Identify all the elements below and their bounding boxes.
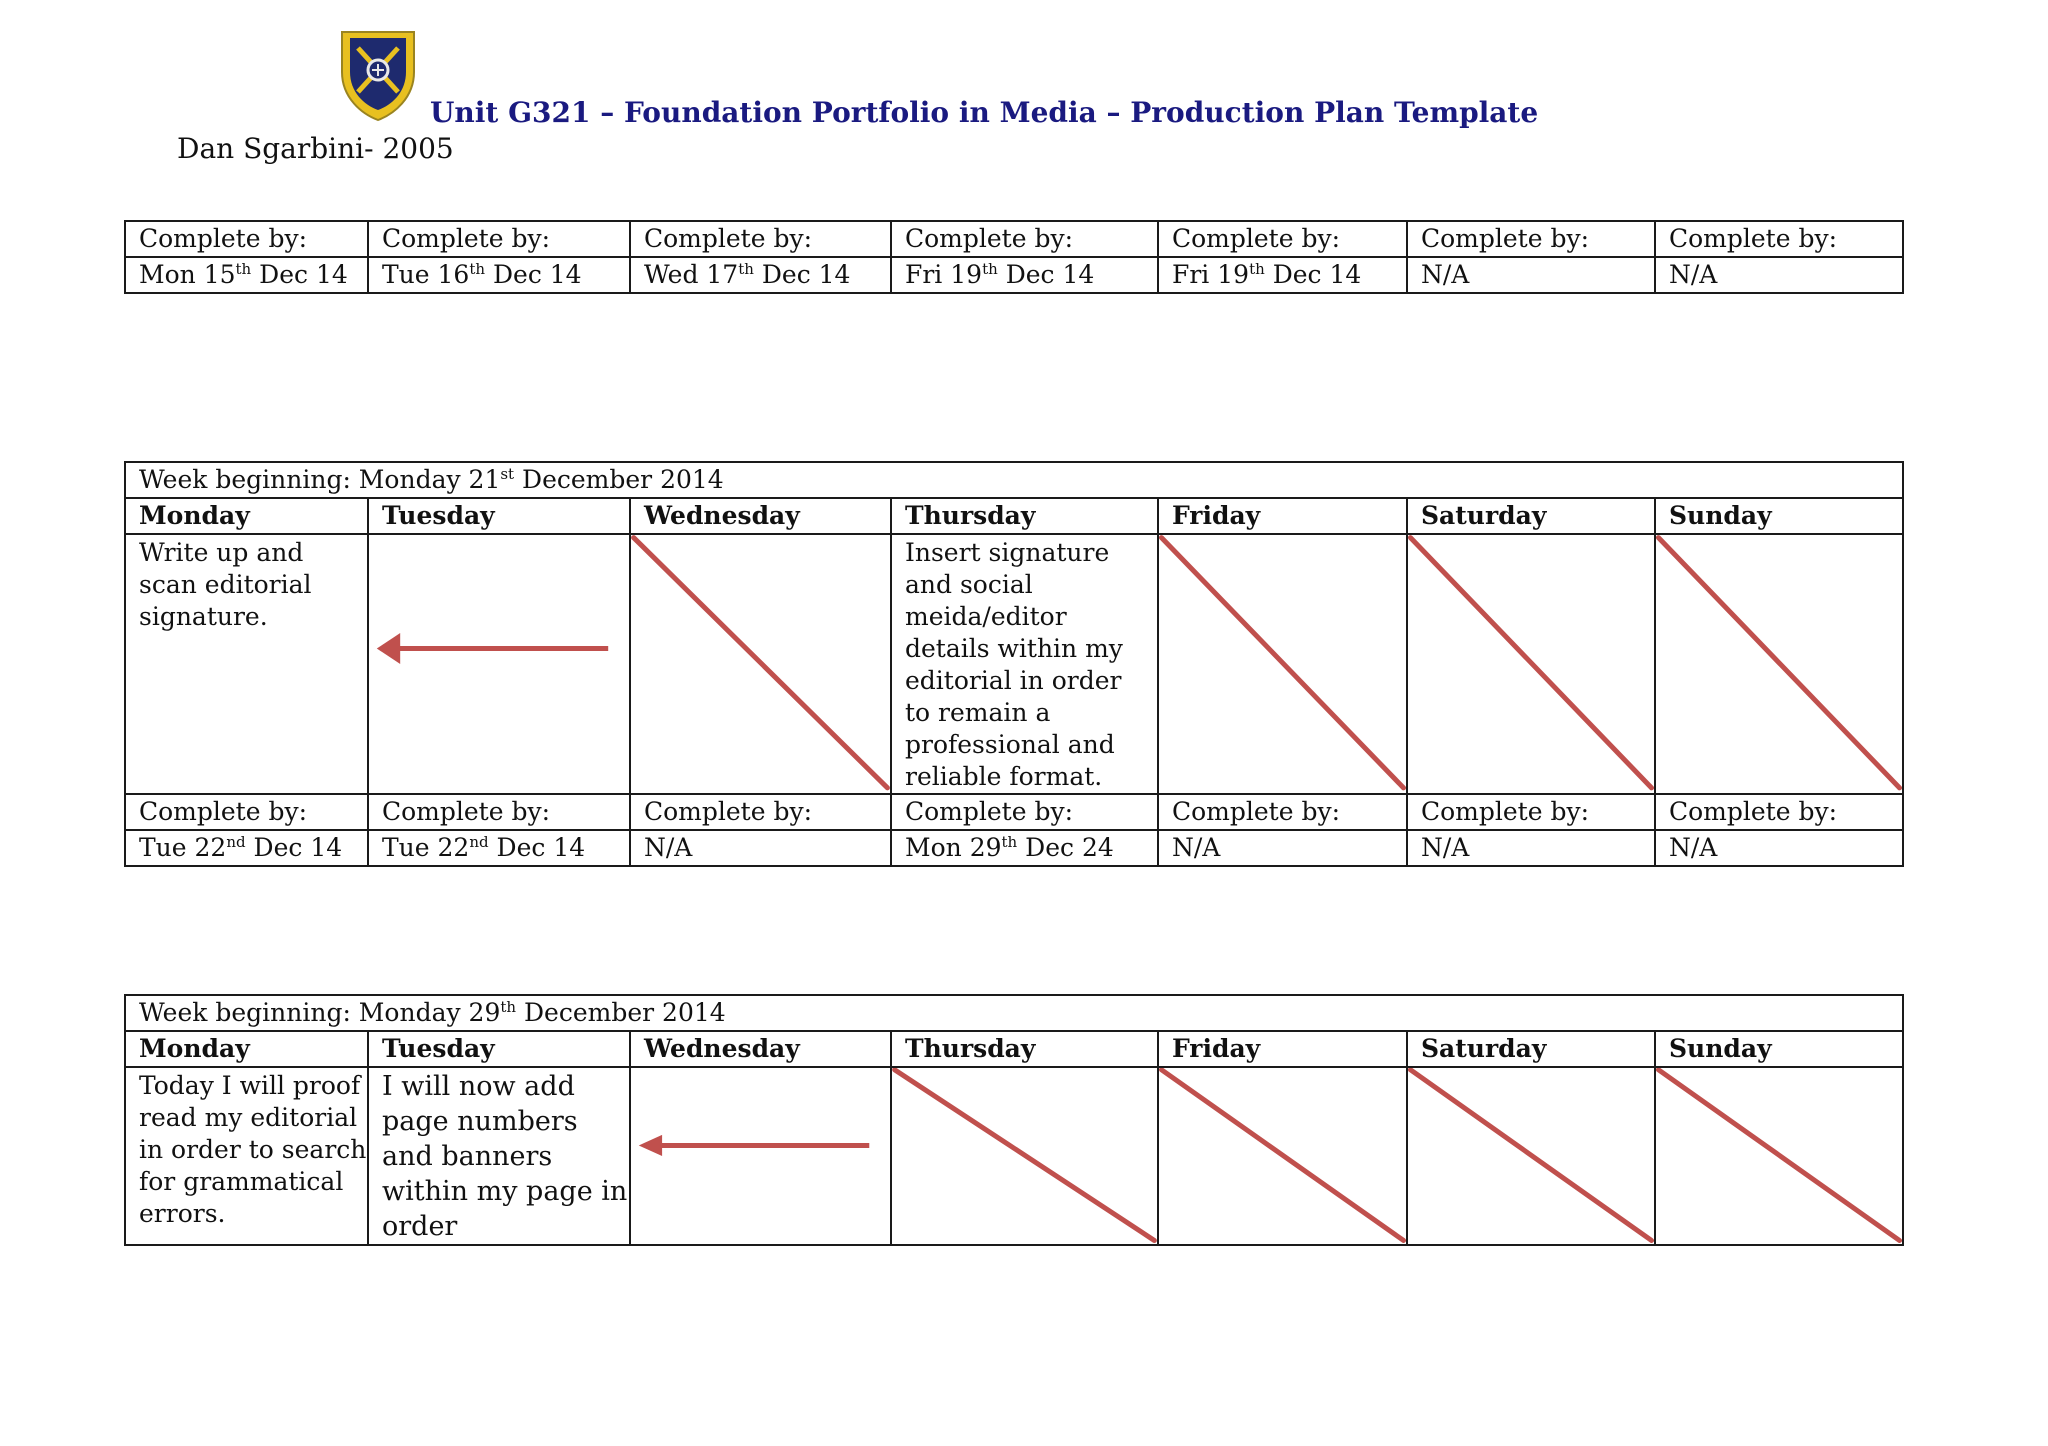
complete-by-label: Complete by: — [125, 221, 368, 257]
strike-through-mark — [1656, 1068, 1902, 1244]
task-text: Today I will proof read my editorial in order to search for grammatical errors. — [139, 1071, 367, 1228]
complete-date: N/A — [1158, 830, 1407, 866]
document-title: Unit G321 – Foundation Portfolio in Media – Production Plan Template — [430, 96, 1539, 129]
arrow-left-icon — [369, 535, 629, 793]
complete-date: Tue 16th Dec 14 — [368, 257, 630, 293]
week-heading: Week beginning: Monday 21st December 2014 — [125, 462, 1903, 498]
complete-date: N/A — [1407, 830, 1655, 866]
day-header-thursday: Thursday — [891, 498, 1158, 534]
day-header-tuesday: Tuesday — [368, 498, 630, 534]
day-header-wednesday: Wednesday — [630, 498, 891, 534]
complete-by-label: Complete by: — [630, 794, 891, 830]
complete-date: N/A — [1655, 257, 1903, 293]
strike-through-mark — [892, 1068, 1157, 1244]
complete-by-label: Complete by: — [1407, 794, 1655, 830]
week-29-december-table — [124, 994, 1904, 1246]
strike-through-mark — [1408, 1068, 1654, 1244]
complete-date: Tue 22nd Dec 14 — [125, 830, 368, 866]
complete-date: Fri 19th Dec 14 — [891, 257, 1158, 293]
complete-by-label: Complete by: — [368, 794, 630, 830]
task-cell-friday — [1158, 1067, 1407, 1245]
complete-date: Mon 29th Dec 24 — [891, 830, 1158, 866]
task-text: Insert signature and social meida/editor details within my editorial in order to remain a professional and reliable format. — [905, 538, 1123, 791]
complete-date: Tue 22nd Dec 14 — [368, 830, 630, 866]
complete-by-label: Complete by: — [891, 794, 1158, 830]
task-cell-saturday — [1407, 534, 1655, 794]
day-header-monday: Monday — [125, 1031, 368, 1067]
day-header-saturday: Saturday — [1407, 1031, 1655, 1067]
task-text: I will now add page numbers and banners within my page in order — [382, 1071, 628, 1242]
task-cell-friday — [1158, 534, 1407, 794]
day-header-saturday: Saturday — [1407, 498, 1655, 534]
day-header-sunday: Sunday — [1655, 1031, 1903, 1067]
task-cell-monday — [125, 1067, 368, 1245]
day-header-sunday: Sunday — [1655, 498, 1903, 534]
complete-by-label: Complete by: — [1158, 794, 1407, 830]
day-header-monday: Monday — [125, 498, 368, 534]
complete-date: N/A — [1655, 830, 1903, 866]
complete-date: Mon 15th Dec 14 — [125, 257, 368, 293]
strike-through-mark — [1159, 535, 1406, 793]
day-header-tuesday: Tuesday — [368, 1031, 630, 1067]
complete-date: N/A — [630, 830, 891, 866]
author-line: Dan Sgarbini- 2005 — [177, 132, 454, 165]
complete-by-label: Complete by: — [891, 221, 1158, 257]
arrow-left-icon — [631, 1068, 890, 1244]
complete-by-label: Complete by: — [630, 221, 891, 257]
task-cell-tuesday — [368, 1067, 630, 1245]
task-cell-tuesday — [368, 534, 630, 794]
day-header-friday: Friday — [1158, 1031, 1407, 1067]
strike-through-mark — [1408, 535, 1654, 793]
task-cell-wednesday — [630, 1067, 891, 1245]
strike-through-mark — [1656, 535, 1902, 793]
strike-through-mark — [1159, 1068, 1406, 1244]
task-cell-sunday — [1655, 1067, 1903, 1245]
week-heading: Week beginning: Monday 29th December 2014 — [125, 995, 1903, 1031]
complete-by-label: Complete by: — [1655, 221, 1903, 257]
complete-by-label: Complete by: — [125, 794, 368, 830]
complete-date: Fri 19th Dec 14 — [1158, 257, 1407, 293]
task-cell-thursday — [891, 1067, 1158, 1245]
week-21-december-table — [124, 461, 1904, 867]
day-header-friday: Friday — [1158, 498, 1407, 534]
task-cell-monday — [125, 534, 368, 794]
day-header-thursday: Thursday — [891, 1031, 1158, 1067]
complete-by-label: Complete by: — [368, 221, 630, 257]
complete-by-label: Complete by: — [1158, 221, 1407, 257]
task-cell-sunday — [1655, 534, 1903, 794]
strike-through-mark — [631, 535, 890, 793]
complete-date: Wed 17th Dec 14 — [630, 257, 891, 293]
task-cell-thursday — [891, 534, 1158, 794]
complete-by-label: Complete by: — [1407, 221, 1655, 257]
school-crest-logo — [336, 26, 420, 122]
task-cell-wednesday — [630, 534, 891, 794]
week-previous-table — [124, 220, 1904, 294]
day-header-wednesday: Wednesday — [630, 1031, 891, 1067]
complete-by-label: Complete by: — [1655, 794, 1903, 830]
complete-date: N/A — [1407, 257, 1655, 293]
task-cell-saturday — [1407, 1067, 1655, 1245]
task-text: Write up and scan editorial signature. — [139, 538, 312, 631]
